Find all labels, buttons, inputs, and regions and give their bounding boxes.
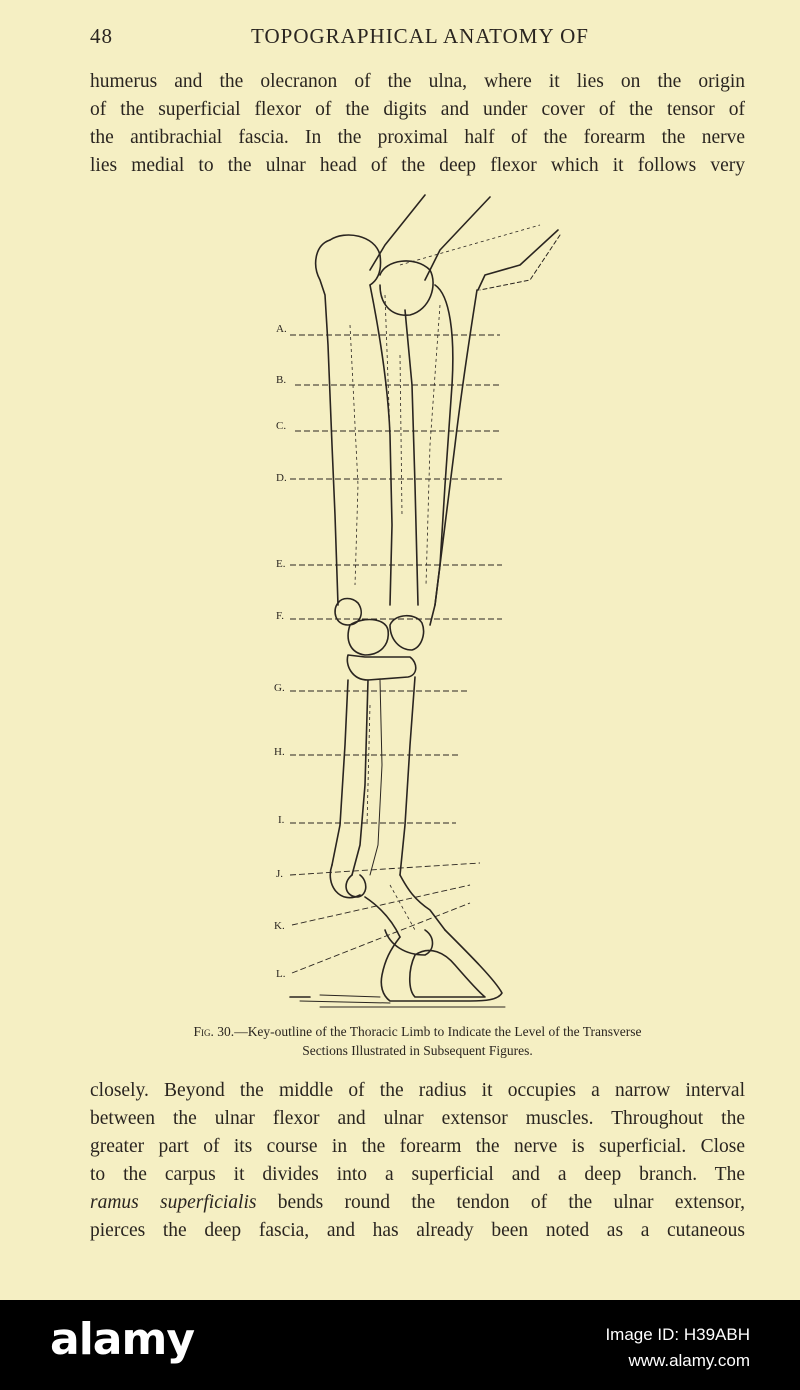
- image-id: Image ID: H39ABH: [605, 1325, 750, 1344]
- caption-line-2: Sections Illustrated in Subsequent Figures.: [302, 1043, 533, 1058]
- level-lines: [290, 335, 502, 973]
- text-line: the antibrachial fascia. In the proximal half of the forearm the nerve: [90, 127, 745, 148]
- level-label-g: G.: [274, 682, 285, 694]
- level-label-e: E.: [276, 558, 286, 570]
- limb-figure: [240, 185, 580, 1015]
- level-label-d: D.: [276, 472, 287, 484]
- level-label-h: H.: [274, 746, 285, 758]
- text-line: of the superficial flexor of the digits and under cover of the tensor of: [90, 99, 745, 120]
- alamy-logo: alamy: [50, 1314, 194, 1365]
- level-label-c: C.: [276, 420, 287, 432]
- text-line: lies medial to the ulnar head of the deep flexor which it follows very: [90, 155, 745, 176]
- text-line: [90, 1189, 745, 1217]
- page-number: 48: [90, 24, 113, 48]
- italic-term: ramus superficialis: [90, 1192, 257, 1213]
- level-label-i: I.: [278, 814, 285, 826]
- text-line: pierces the deep fascia, and has already been noted as a cutaneous: [90, 1220, 745, 1241]
- level-label-l: L.: [276, 968, 286, 980]
- text-line: between the ulnar flexor and ulnar extensor muscles. Throughout the: [90, 1108, 745, 1129]
- stock-footer: [0, 1300, 800, 1390]
- page-header: [90, 24, 750, 54]
- level-label-j: J.: [276, 868, 284, 880]
- running-head: TOPOGRAPHICAL ANATOMY OF: [251, 24, 589, 48]
- text-line: greater part of its course in the forearm the nerve is superficial. Close: [90, 1136, 745, 1157]
- level-label-a: A.: [276, 323, 287, 335]
- fig-label: Fig. 30.: [193, 1024, 235, 1039]
- limb-outline: [290, 195, 560, 1007]
- text-rest: bends round the tendon of the ulnar extensor,: [256, 1192, 745, 1213]
- limb-outline-drawing: [240, 185, 580, 1015]
- footer-info: [605, 1322, 750, 1374]
- figure-caption: [90, 1022, 745, 1060]
- level-label-b: B.: [276, 374, 287, 386]
- caption-line-1: [90, 1022, 745, 1041]
- paragraph-top: [90, 68, 745, 180]
- level-label-f: F.: [276, 610, 284, 622]
- text-line: to the carpus it divides into a superficial and a deep branch. The: [90, 1164, 745, 1185]
- level-label-k: K.: [274, 920, 285, 932]
- text-line: humerus and the olecranon of the ulna, where it lies on the origin: [90, 71, 745, 92]
- paragraph-bottom: [90, 1077, 745, 1245]
- footer-url: www.alamy.com: [628, 1351, 750, 1370]
- level-labels: [274, 323, 287, 980]
- caption-text-1: —Key-outline of the Thoracic Limb to Indicate the Level of the Transverse: [234, 1024, 642, 1039]
- text-line: closely. Beyond the middle of the radius it occupies a narrow interval: [90, 1080, 745, 1101]
